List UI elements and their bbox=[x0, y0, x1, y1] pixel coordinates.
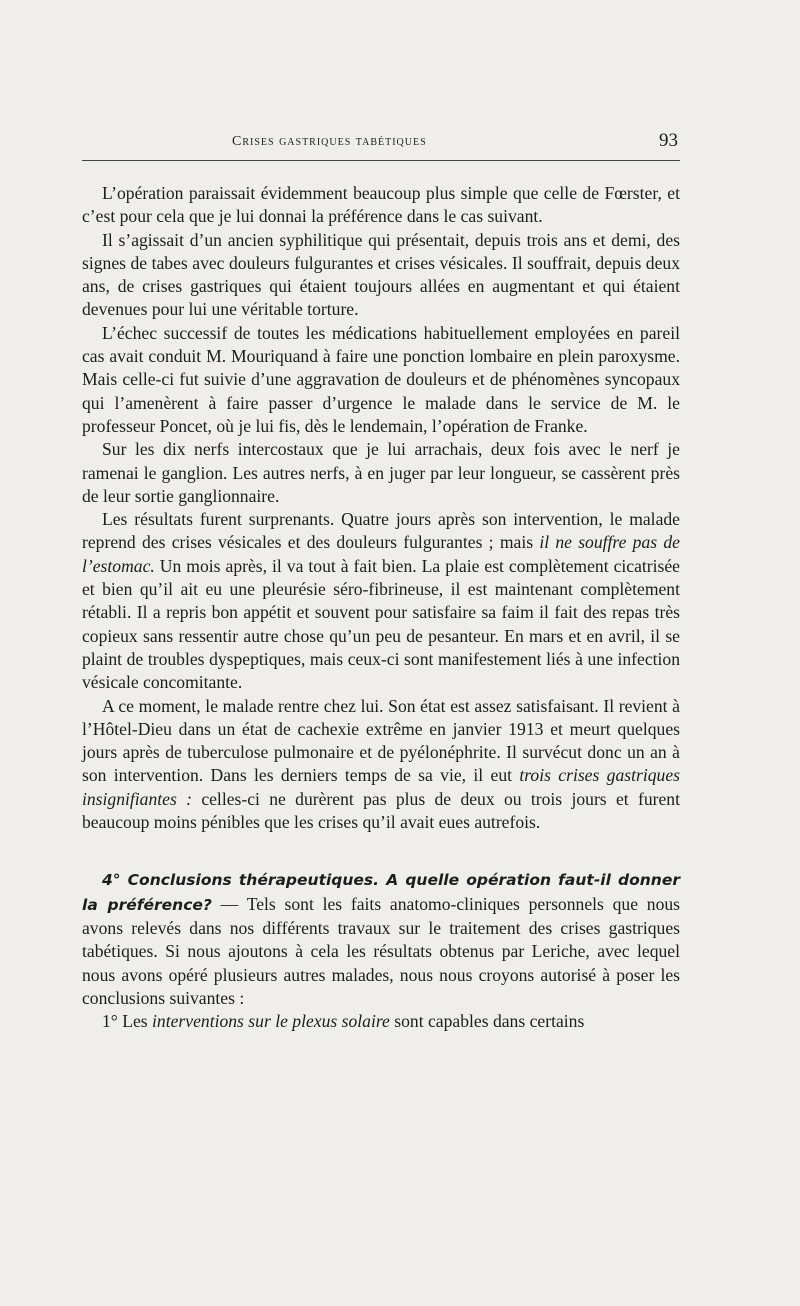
paragraph bbox=[82, 322, 680, 438]
paragraph bbox=[82, 438, 680, 508]
paragraph bbox=[82, 229, 680, 322]
paragraph-text: Un mois après, il va tout à fait bien. La plaie est complètement cicatrisée et bien qu’il ait eu une pleurésie séro-fibrineuse, il est maintenant complètement rétabli. Il a repris bon appétit et souvent pour satisfaire sa faim il fait des repas très copieux sans ressentir autre chose qu’un peu de pesanteur. En mars et en avril, il se plaint de troubles dyspeptiques, mais ceux-ci sont manifestement liés à une infection vésicale concomitante. bbox=[82, 555, 680, 693]
italic-emphasis: interventions sur le plexus solaire bbox=[152, 1011, 390, 1032]
page-header bbox=[82, 130, 680, 154]
paragraph-text: Les résultats furent surprenants. Quatre jours après son intervention, le malade reprend des crises vésicales et des douleurs fulgurantes ; mais bbox=[82, 509, 680, 553]
paragraph-text: Il s’agissait d’un ancien syphilitique qui présentait, depuis trois ans et demi, des signes de tabes avec douleurs fulgurantes et crises vésicales. Il souffrait, depuis deux ans, de crises gastriques qui étaient toujours allées en augmentant et qui étaient devenues pour lui une véritable torture. bbox=[82, 229, 680, 320]
paragraph-text: L’opération paraissait évidemment beaucoup plus simple que celle de Fœrster, et c’est pour cela que je lui donnai la préférence dans le cas suivant. bbox=[82, 183, 680, 227]
paragraph-text: L’échec successif de toutes les médications habituellement employées en pareil cas avait conduit M. Mouriquand à faire une ponction lombaire en plein paroxysme. Mais celle-ci fut suivie d’une aggravation de douleurs et de phénomènes syncopaux qui l’amenèrent à faire passer d’urgence le malade dans le service de M. le professeur Poncet, où je lui fis, dès le lendemain, l’opération de Franke. bbox=[82, 322, 680, 436]
section-heading: 4° Conclusions thérapeutiques. A quelle opération faut-il donner la préférence? bbox=[82, 871, 680, 914]
body-text bbox=[82, 182, 680, 1033]
paragraph-text: 1° Les bbox=[102, 1011, 153, 1032]
paragraph-text: sont capables dans certains bbox=[389, 1011, 585, 1032]
paragraph bbox=[82, 508, 680, 694]
paragraph-text: — Tels sont les faits anatomo-cliniques personnels que nous avons relevés dans nos différents travaux sur le traitement des crises gastriques tabétiques. Si nous ajoutons à cela les résultats obtenus par Leriche, avec lequel nous avons opéré plusieurs autres malades, nous nous croyons autorisé à poser les conclusions suivantes : bbox=[82, 893, 681, 1008]
paragraph bbox=[82, 182, 680, 229]
running-title: Crises gastriques tabétiques bbox=[232, 134, 427, 149]
paragraph bbox=[82, 1010, 680, 1033]
italic-emphasis: il ne souffre pas de l’estomac. bbox=[82, 532, 680, 576]
paragraph-text: A ce moment, le malade rentre chez lui. Son état est assez satisfaisant. Il revient à l’Hôtel-Dieu dans un état de cachexie extrême en janvier 1913 et meurt quelques jours après de tuberculose pulmonaire et de pyélonéphrite. Il survécut donc un an à son intervention. Dans les derniers temps de sa vie, il eut bbox=[82, 695, 680, 786]
page-number: 93 bbox=[659, 130, 678, 151]
italic-emphasis: trois crises gastriques insignifiantes : bbox=[82, 765, 680, 809]
paragraph-text: celles-ci ne durèrent pas plus de deux ou trois jours et furent beaucoup moins pénibles que les crises qu’il avait eues autrefois. bbox=[82, 788, 680, 833]
paragraph-text: Sur les dix nerfs intercostaux que je lui arrachais, deux fois avec le nerf je ramenai le ganglion. Les autres nerfs, à en juger par leur longueur, se cassèrent près de leur sortie ganglionnaire. bbox=[82, 439, 680, 506]
section-paragraph bbox=[82, 868, 680, 1010]
header-rule bbox=[82, 160, 680, 161]
paragraph bbox=[82, 695, 680, 835]
